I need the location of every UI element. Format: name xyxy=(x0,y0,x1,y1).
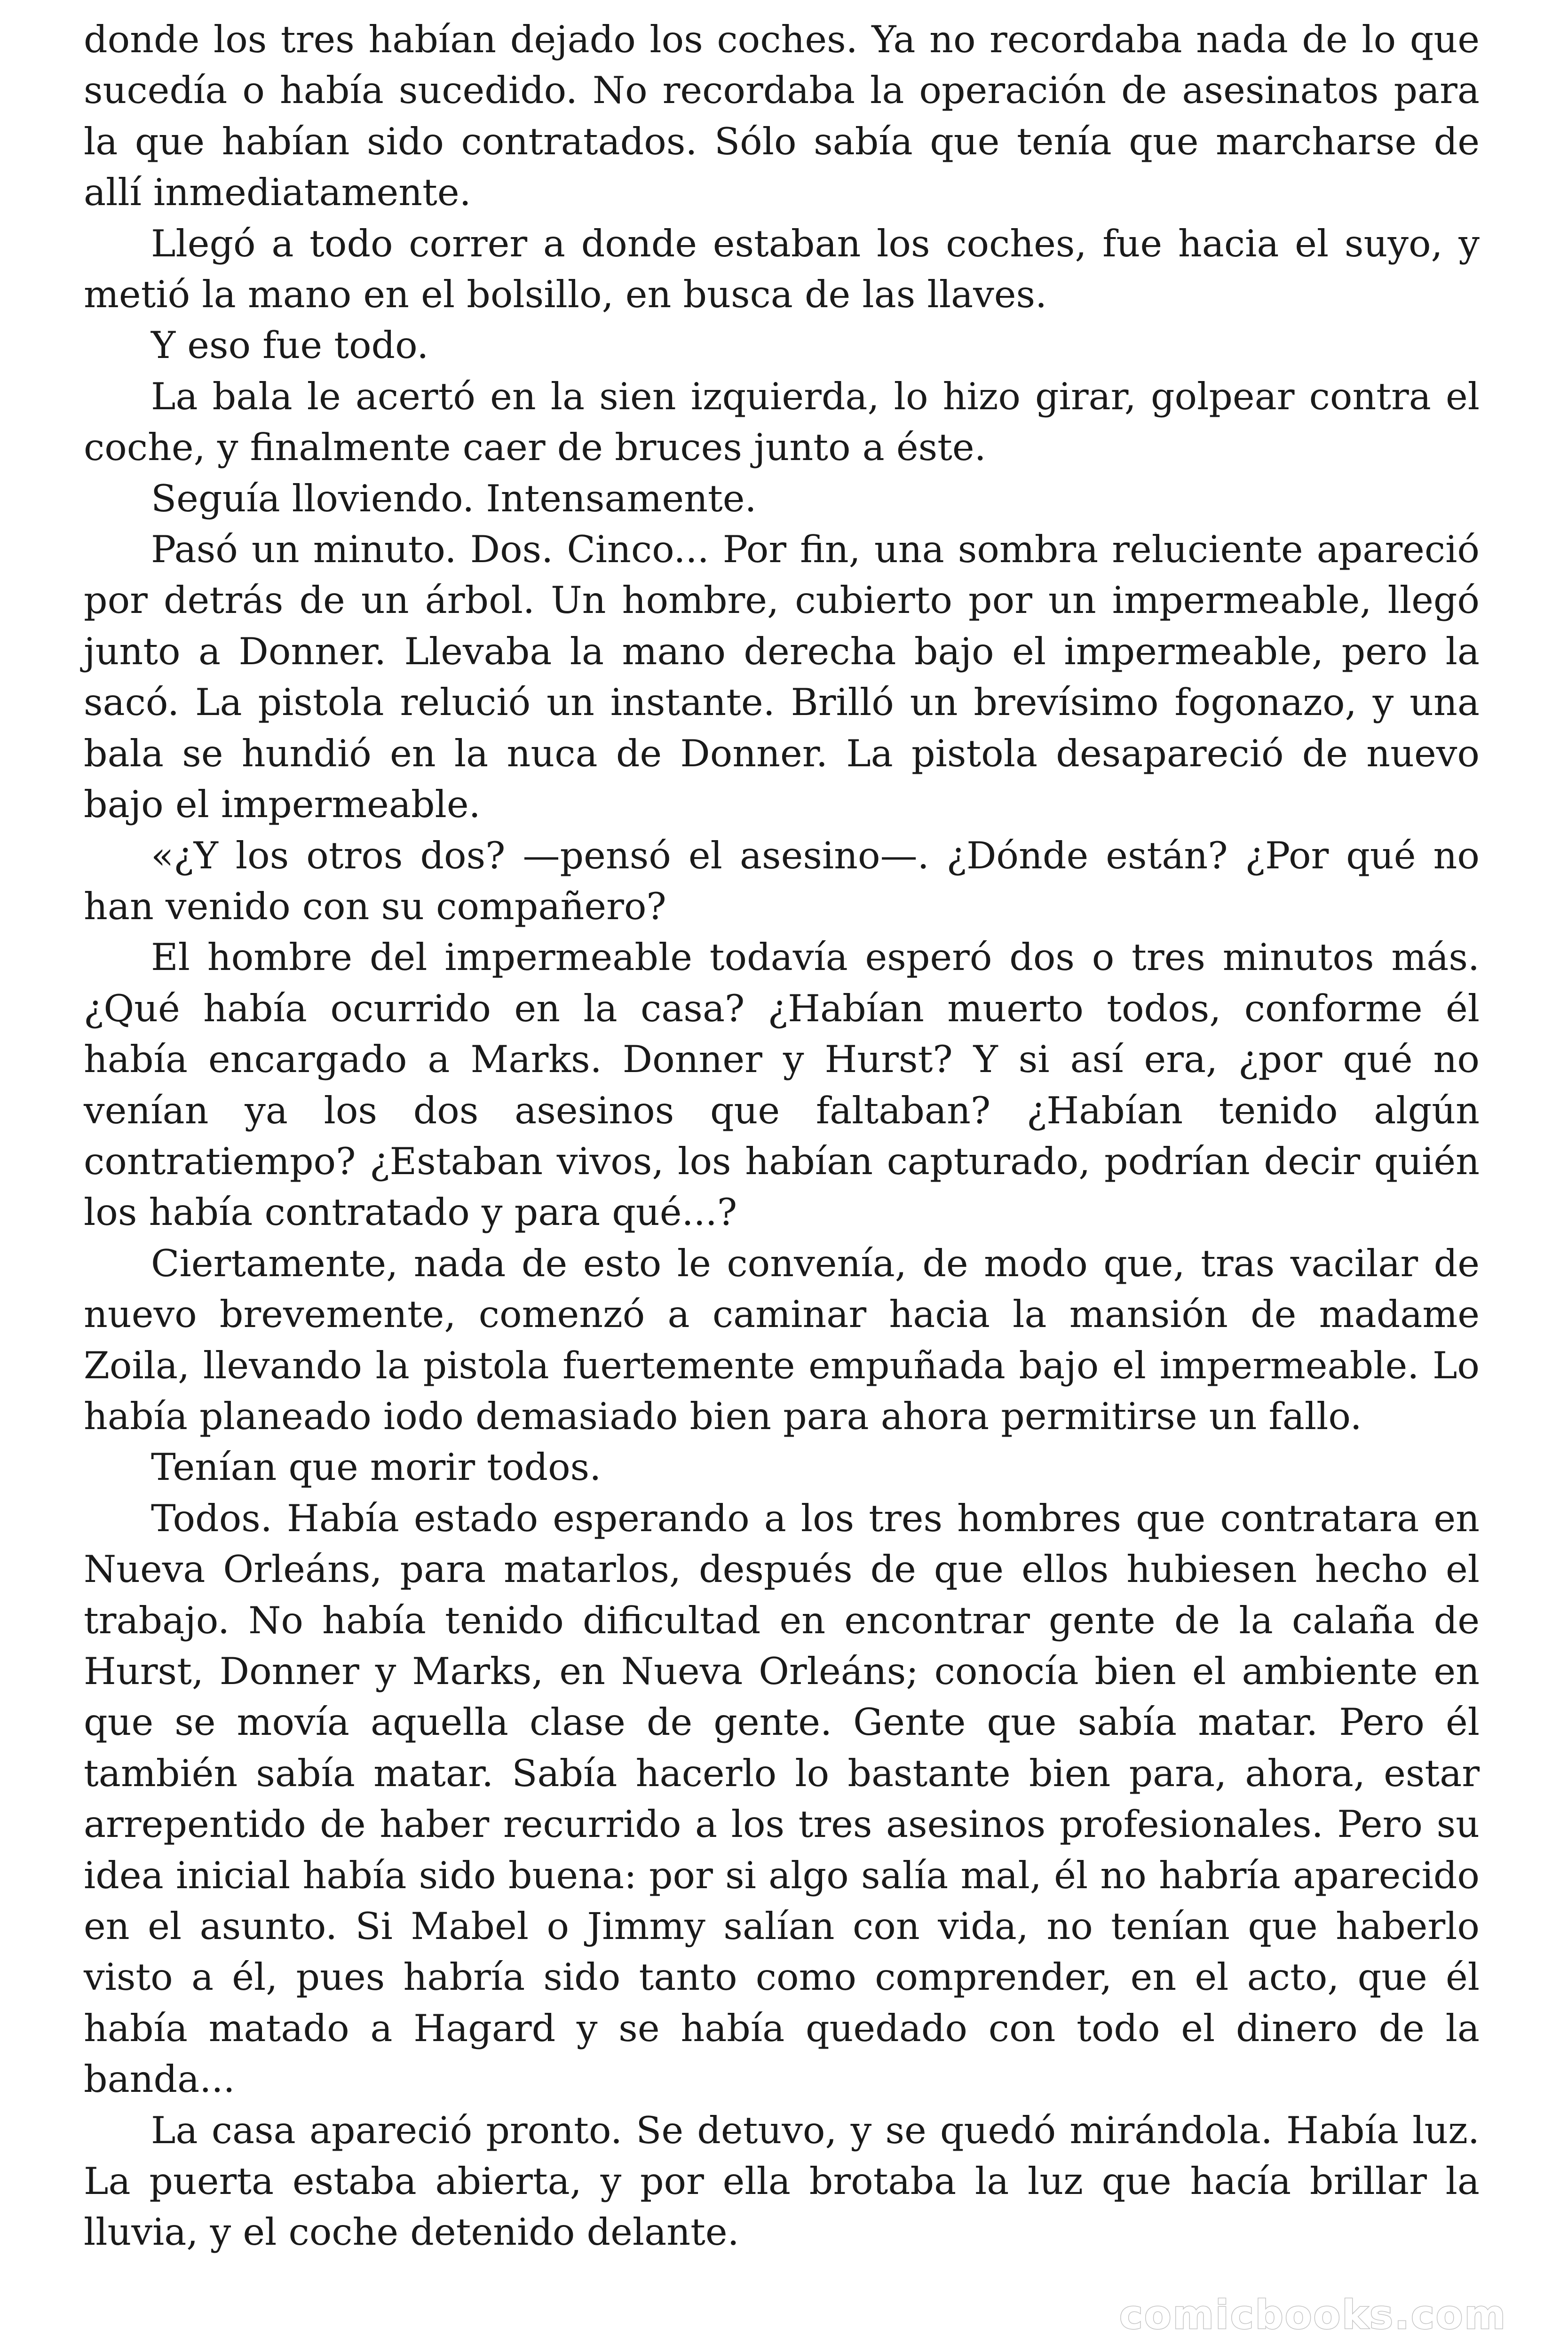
paragraph: donde los tres habían dejado los coches. Ya no recordaba nada de lo que sucedía o había sucedido. No recordaba la operación de asesinatos para la que habían sido contratados. Sólo sabía que tenía que marcharse de allí inmediatamente. xyxy=(84,18,1480,215)
paragraph: Seguía lloviendo. Intensamente. xyxy=(151,477,757,520)
paragraph: Llegó a todo correr a donde estaban los coches, fue hacia el suyo, y metió la mano en el bolsillo, en busca de las llaves. xyxy=(84,222,1480,317)
paragraph: La casa apareció pronto. Se detuvo, y se quedó mirándola. Había luz. La puerta estaba abierta, y por ella brotaba la luz que hacía brillar la lluvia, y el coche detenido delante. xyxy=(84,2108,1480,2254)
paragraph: Tenían que morir todos. xyxy=(151,1446,602,1489)
watermark: comicbooks.com xyxy=(1119,2292,1507,2338)
paragraph: Ciertamente, nada de esto le convenía, de modo que, tras vacilar de nuevo brevemente, comenzó a caminar hacia la mansión de madame Zoila, llevando la pistola fuertemente empuñada bajo el impermeable. Lo había planeado iodo demasiado bien para ahora permitirse un fallo. xyxy=(84,1241,1480,1438)
paragraph: Pasó un minuto. Dos. Cinco... Por fin, una sombra reluciente apareció por detrás de un árbol. Un hombre, cubierto por un impermeable, llegó junto a Donner. Llevaba la mano derecha bajo el impermeable, pero la sacó. La pistola relució un instante. Brilló un brevísimo fogonazo, y una bala se hundió en la nuca de Donner. La pistola desapareció de nuevo bajo el impermeable. xyxy=(84,528,1480,826)
body-text xyxy=(84,14,1480,2258)
paragraph: El hombre del impermeable todavía esperó dos o tres minutos más. ¿Qué había ocurrido en la casa? ¿Habían muerto todos, conforme él había encargado a Marks. Donner y Hurst? Y si así era, ¿por qué no venían ya los dos asesinos que faltaban? ¿Habían tenido algún contratiempo? ¿Estaban vivos, los habían capturado, podrían decir quién los había contratado y para qué...? xyxy=(84,936,1480,1234)
paragraph: Todos. Había estado esperando a los tres hombres que contratara en Nueva Orleáns, para matarlos, después de que ellos hubiesen hecho el trabajo. No había tenido dificultad en encontrar gente de la calaña de Hurst, Donner y Marks, en Nueva Orleáns; conocía bien el ambiente en que se movía aquella clase de gente. Gente que sabía matar. Pero él también sabía matar. Sabía hacerlo lo bastante bien para, ahora, estar arrepentido de haber recurrido a los tres asesinos profesionales. Pero su idea inicial había sido buena: por si algo salía mal, él no habría aparecido en el asunto. Si Mabel o Jimmy salían con vida, no tenían que haberlo visto a él, pues habría sido tanto como comprender, en el acto, que él había matado a Hagard y se había quedado con todo el dinero de la banda... xyxy=(84,1496,1480,2101)
paragraph: Y eso fue todo. xyxy=(151,324,429,367)
paragraph: «¿Y los otros dos? —pensó el asesino—. ¿Dónde están? ¿Por qué no han venido con su compañero? xyxy=(84,834,1480,928)
paragraph: La bala le acertó en la sien izquierda, lo hizo girar, golpear contra el coche, y finalmente caer de bruces junto a éste. xyxy=(84,374,1480,469)
